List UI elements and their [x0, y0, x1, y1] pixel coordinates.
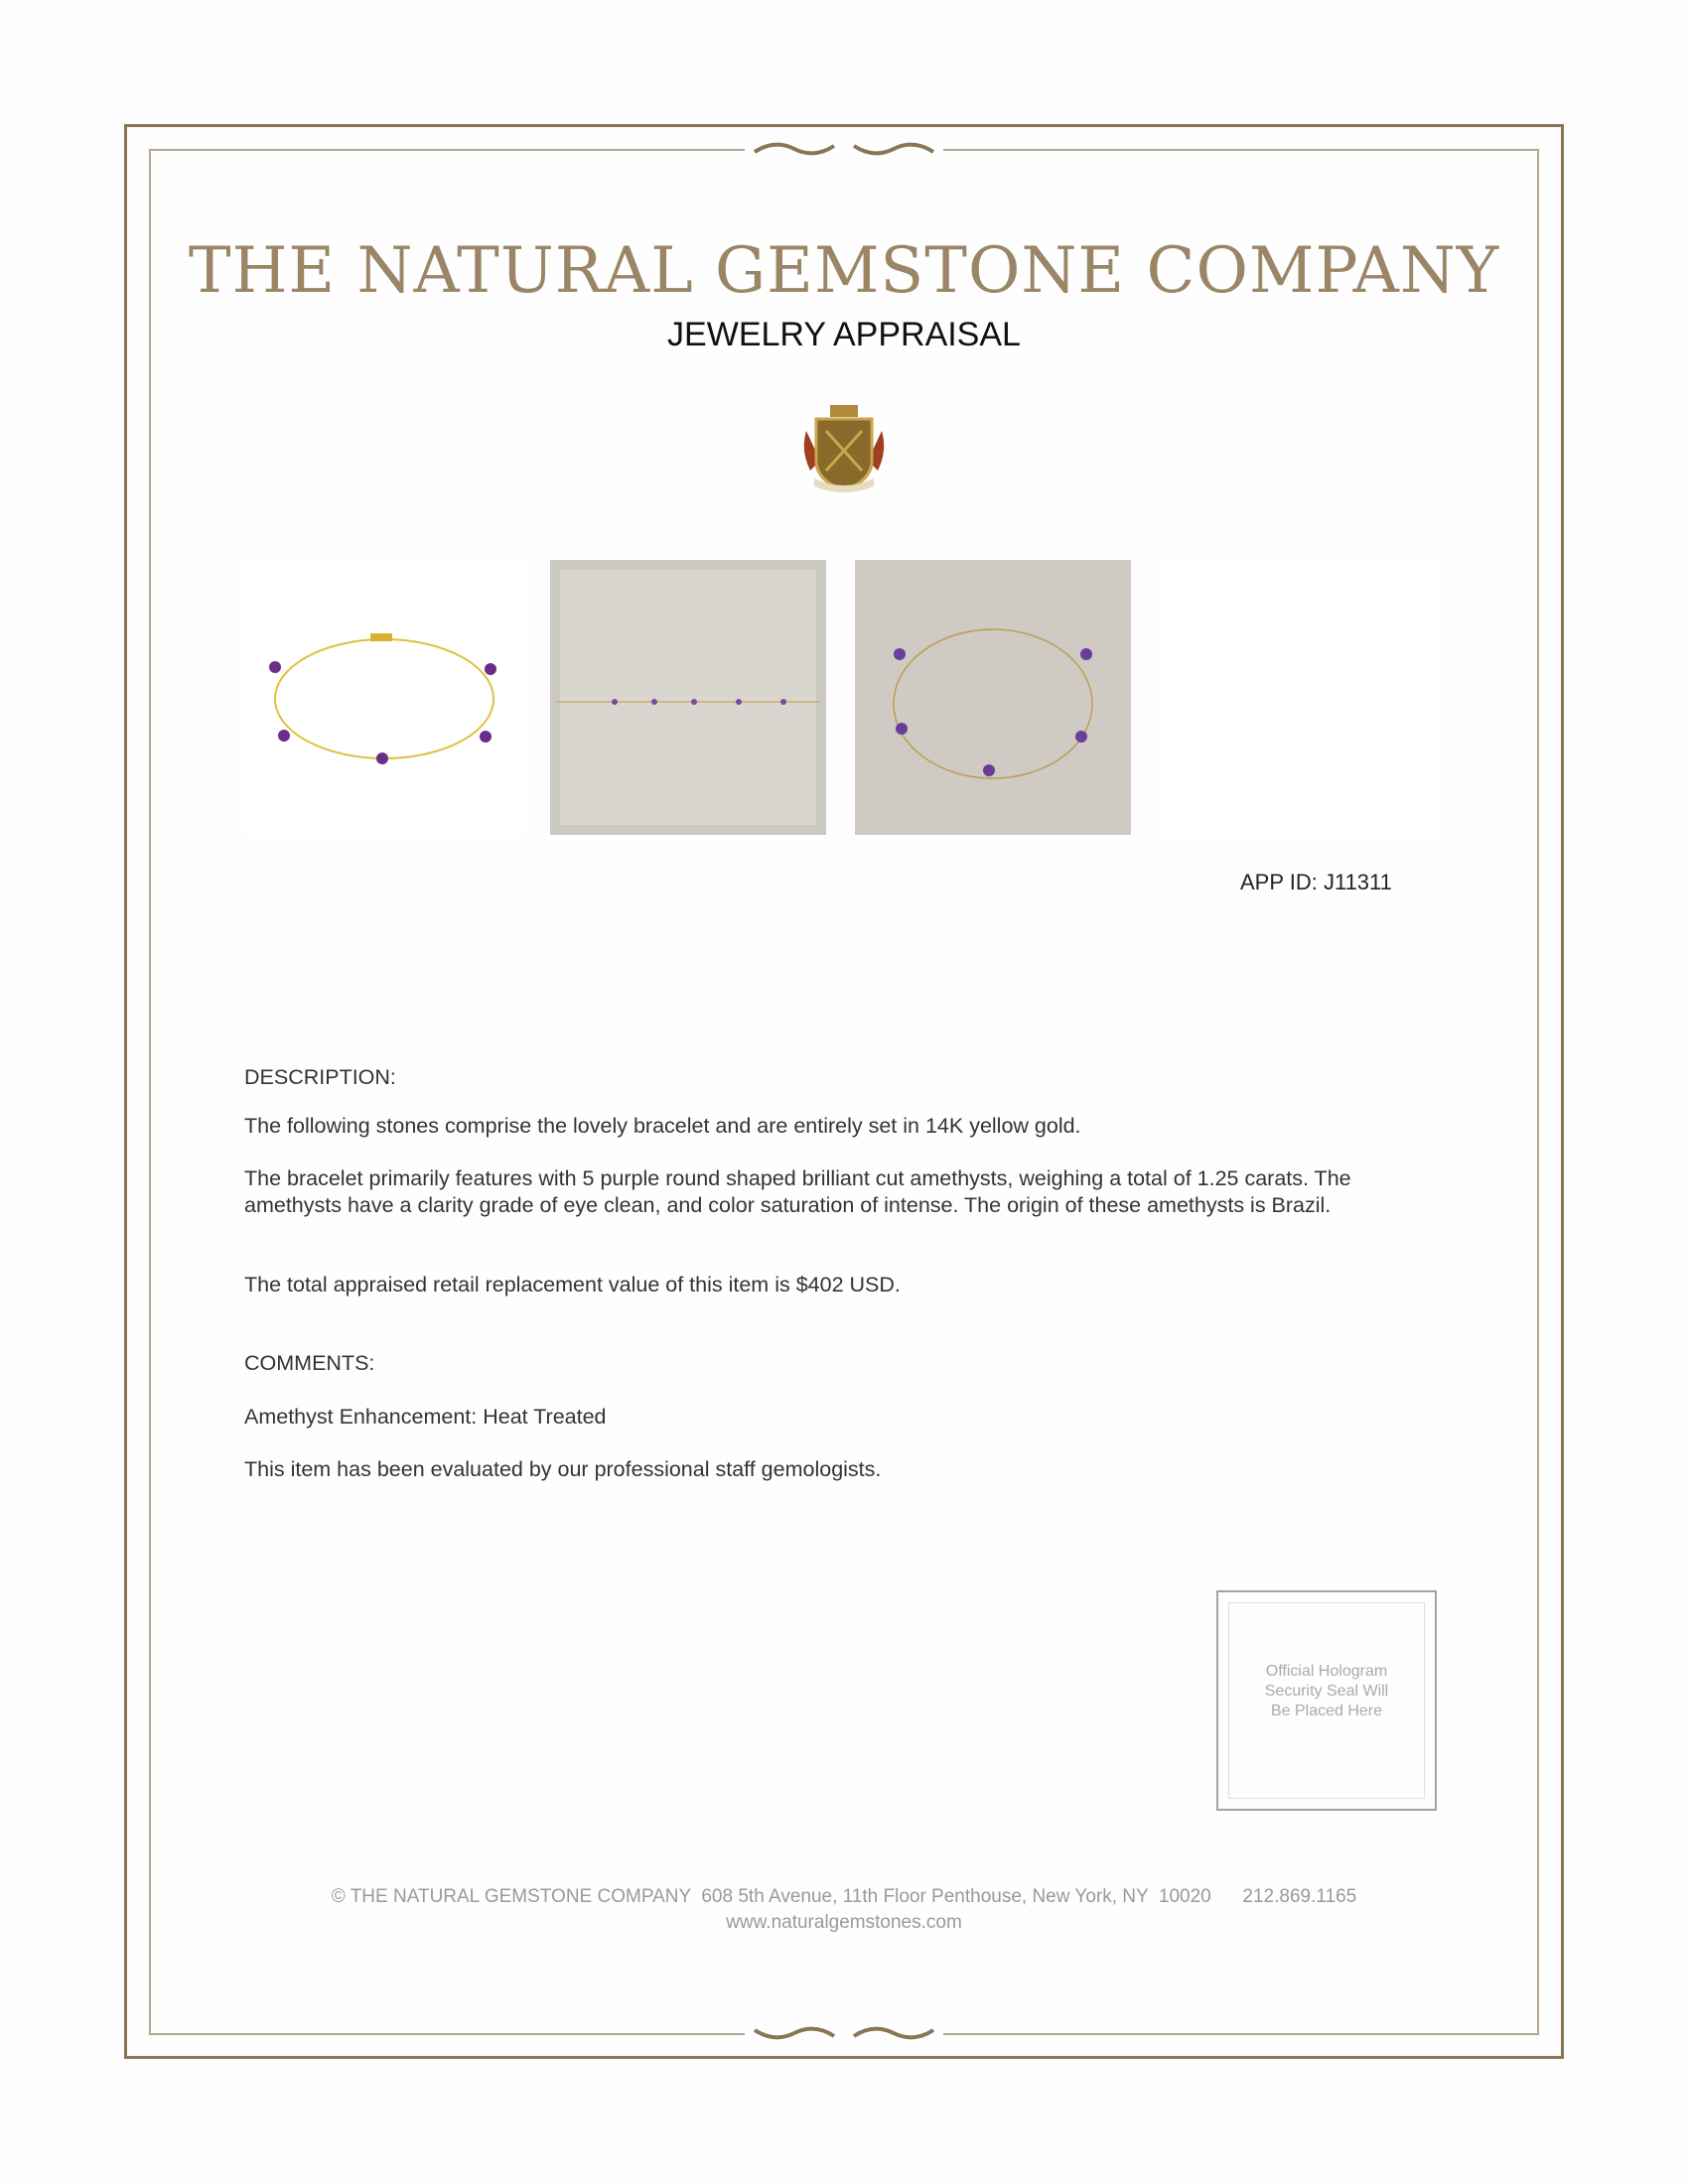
ornament-top-icon — [745, 134, 943, 164]
company-title: THE NATURAL GEMSTONE COMPANY — [188, 234, 1500, 308]
comment-2: This item has been evaluated by our professional staff gemologists. — [244, 1457, 882, 1481]
app-id: APP ID: J11311 — [1240, 870, 1392, 894]
footer-address: © THE NATURAL GEMSTONE COMPANY 608 5th Avenue, 11th Floor Penthouse, New York, NY 10020 212.869.1165 — [331, 1886, 1357, 1907]
product-photo-1 — [246, 560, 522, 835]
hologram-text-3: Be Placed Here — [1270, 1703, 1383, 1719]
crest-logo-icon — [800, 401, 888, 496]
footer-website[interactable]: www.naturalgemstones.com — [726, 1912, 962, 1933]
comments-label: COMMENTS: — [244, 1351, 375, 1375]
hologram-text-2: Security Seal Will — [1264, 1683, 1389, 1700]
description-label: DESCRIPTION: — [244, 1065, 396, 1089]
product-photo-4-empty — [1161, 560, 1437, 835]
product-photo-3 — [855, 560, 1131, 835]
ornament-bottom-icon — [745, 2018, 943, 2048]
product-photo-2 — [550, 560, 826, 835]
description-paragraph-3: The total appraised retail replacement value of this item is $402 USD. — [244, 1273, 901, 1297]
description-paragraph-2: The bracelet primarily features with 5 purple round shaped brilliant cut amethysts, weighing a total of 1.25 carats. The amethysts have a clarity grade of eye clean, and color saturation of intense. The origin of these amethysts is Brazil. — [244, 1166, 1351, 1217]
document-type: JEWELRY APPRAISAL — [667, 316, 1021, 353]
description-paragraph-1: The following stones comprise the lovely bracelet and are entirely set in 14K yellow gold. — [244, 1114, 1081, 1138]
hologram-seal-box — [1216, 1590, 1437, 1811]
comment-1: Amethyst Enhancement: Heat Treated — [244, 1405, 607, 1429]
hologram-text-1: Official Hologram — [1265, 1663, 1388, 1680]
